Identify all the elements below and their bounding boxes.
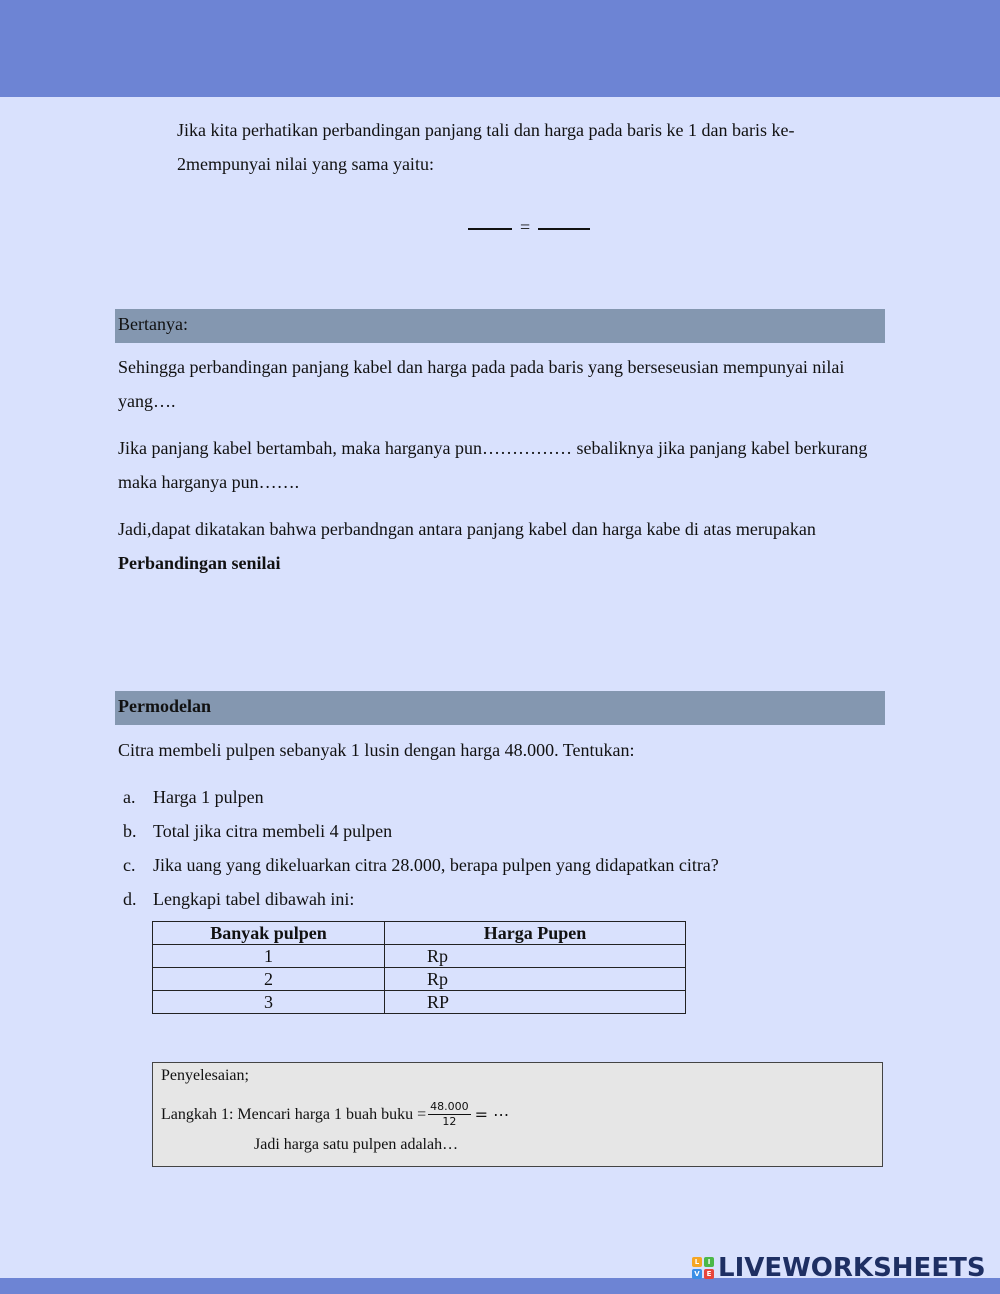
question-paragraph-1: Sehingga perbandingan panjang kabel dan harga pada pada baris yang berseseusian mempunyai nilai yang…. [118,357,845,411]
table-header-row [153,922,686,945]
intro-paragraph: Jika kita perhatikan perbandingan panjang tali dan harga pada baris ke 1 dan baris ke-2mempunyai nilai yang sama yaitu: [177,120,795,174]
fraction-denominator: 12 [442,1115,457,1128]
ratio-equals: = [520,217,531,237]
table-cell-quantity: 1 [153,945,385,968]
fraction-numerator: 48.000 [430,1100,469,1113]
table-row [153,968,686,991]
column-header-quantity: Banyak pulpen [153,922,385,945]
logo-tile: L [692,1257,702,1267]
table-cell-price[interactable]: RP [385,991,686,1014]
list-item: b. Total jika citra membeli 4 pulpen [123,821,393,841]
task-list [123,780,719,916]
solution-title: Penyelesaian; [161,1067,249,1084]
conclusion-text: Jadi,dapat dikatakan bahwa perbandngan antara panjang kabel dan harga kabe di atas merupakan [118,519,816,539]
table-cell-quantity: 3 [153,991,385,1014]
liveworksheets-logo [692,1253,986,1283]
ratio-blank-left [468,228,512,230]
list-item: d. Lengkapi tabel dibawah ini: [123,889,355,909]
column-header-price: Harga Pupen [385,922,686,945]
pen-price-table [152,921,686,1014]
fraction [428,1100,471,1129]
list-item: a. Harga 1 pulpen [123,787,264,807]
table-cell-price[interactable]: Rp [385,968,686,991]
table-cell-price[interactable]: Rp [385,945,686,968]
solution-note: Jadi harga satu pulpen adalah… [254,1136,459,1153]
solution-box [152,1062,883,1167]
table-row [153,945,686,968]
brand-name: LIVEWORKSHEETS [718,1253,986,1283]
step-1-text: Langkah 1: Mencari harga 1 buah buku = [161,1105,427,1123]
step-1-result-blank[interactable]: = ⋯ [474,1105,510,1124]
conclusion-bold-term: Perbandingan senilai [118,553,281,573]
table-cell-quantity: 2 [153,968,385,991]
question-paragraph-2: Jika panjang kabel bertambah, maka harganya pun…………… sebaliknya jika panjang kabel berkurang maka harganya pun……. [118,438,868,492]
table-row [153,991,686,1014]
logo-tile: V [692,1269,702,1279]
problem-statement: Citra membeli pulpen sebanyak 1 lusin dengan harga 48.000. Tentukan: [118,740,635,760]
logo-icon [692,1257,714,1279]
logo-tile: E [704,1269,714,1279]
section-header-permodelan: Permodelan [115,691,885,725]
ratio-blank-right [538,228,590,230]
conclusion-paragraph [118,512,888,580]
ratio-equation [468,217,590,238]
solution-step-1 [161,1100,509,1129]
list-item: c. Jika uang yang dikeluarkan citra 28.000, berapa pulpen yang didapatkan citra? [123,855,719,875]
section-header-bertanya: Bertanya: [115,309,885,343]
logo-tile: I [704,1257,714,1267]
top-header-band [0,0,1000,97]
